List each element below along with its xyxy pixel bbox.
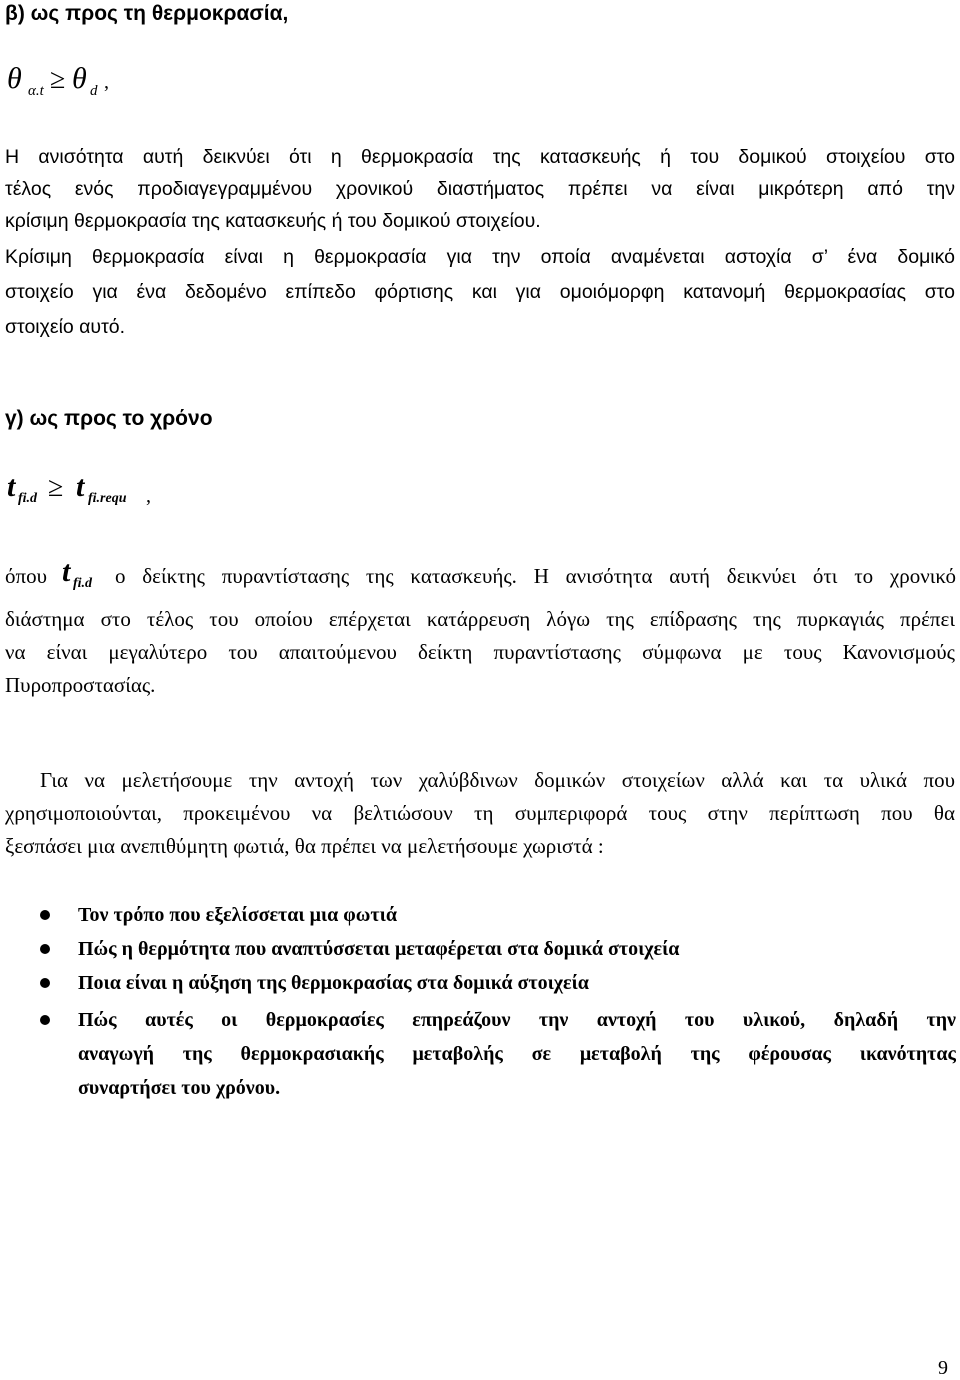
where-description: ο δείκτης πυραντίστασης της κατασκευής. Η ανισότητα αυτή δεικνύει ότι το χρονικό bbox=[115, 564, 956, 588]
formula-theta-rhs: θ bbox=[72, 62, 87, 95]
list-item-text: συναρτήσει του χρόνου. bbox=[78, 1077, 281, 1099]
formula-theta-rhs-subscript: d bbox=[90, 83, 98, 99]
paragraph-line: χρησιμοποιούνται, προκειμένου να βελτιώσουν τη συμπεριφορά τους στην περίπτωση που θα bbox=[5, 801, 955, 825]
list-item-text: αναγωγή της θερμοκρασιακής μεταβολής σε μεταβολή της φέρουσας ικανότητας bbox=[78, 1043, 956, 1065]
paragraph-line: να είναι μεγαλύτερο του απαιτούμενου δείκτη πυραντίστασης σύμφωνα με τους Κανονισμούς bbox=[5, 640, 955, 664]
paragraph-line: Για να μελετήσουμε την αντοχή των χαλύβδινων δομικών στοιχείων αλλά και τα υλικά που bbox=[40, 768, 955, 792]
paragraph-line: τέλος ενός προδιαγεγραμμένου χρονικού διαστήματος πρέπει να είναι μικρότερη από την bbox=[5, 178, 955, 200]
formula-comma: , bbox=[146, 485, 151, 507]
bullet-icon bbox=[40, 978, 50, 988]
paragraph-line: στοιχείο αυτό. bbox=[5, 316, 126, 338]
bullet-icon bbox=[40, 944, 50, 954]
list-item-text: Ποια είναι η αύξηση της θερμοκρασίας στα δομικά στοιχεία bbox=[78, 972, 589, 994]
formula-t-lhs: t bbox=[7, 470, 16, 503]
list-item-text: Τον τρόπο που εξελίσσεται μια φωτιά bbox=[78, 904, 397, 926]
formula-t-rhs-subscript: fi.requ bbox=[88, 491, 127, 506]
page-number: 9 bbox=[938, 1357, 948, 1379]
paragraph-line: Κρίσιμη θερμοκρασία είναι η θερμοκρασία για την οποία αναμένεται αστοχία σ’ ένα δομικό bbox=[5, 246, 955, 268]
where-prefix: όπου bbox=[5, 564, 47, 588]
paragraph-line: Η ανισότητα αυτή δεικνύει ότι η θερμοκρασία της κατασκευής ή του δομικού στοιχείου στο bbox=[5, 146, 955, 168]
where-t-subscript: fi.d bbox=[73, 576, 93, 591]
section-b-heading: β) ως προς τη θερμοκρασία, bbox=[5, 2, 289, 25]
formula-geq-symbol: ≥ bbox=[50, 64, 66, 95]
formula-t-lhs-subscript: fi.d bbox=[18, 491, 38, 506]
paragraph-line: διάστημα στο τέλος του οποίου επέρχεται κατάρρευση λόγω της επίδρασης της πυρκαγιάς πρέπει bbox=[5, 607, 955, 631]
bullet-icon bbox=[40, 910, 50, 920]
list-item-text: Πώς αυτές οι θερμοκρασίες επηρεάζουν την αντοχή του υλικού, δηλαδή την bbox=[78, 1009, 956, 1031]
bullet-icon bbox=[40, 1015, 50, 1025]
formula-theta-lhs: θ bbox=[7, 62, 22, 95]
list-item-text: Πώς η θερμότητα που αναπτύσσεται μεταφέρεται στα δομικά στοιχεία bbox=[78, 938, 680, 960]
paragraph-line: Πυροπροστασίας. bbox=[5, 673, 156, 697]
formula-t-rhs: t bbox=[76, 470, 85, 503]
where-t-symbol: t bbox=[62, 555, 71, 588]
formula-comma: , bbox=[104, 71, 109, 93]
formula-geq-symbol: ≥ bbox=[48, 472, 64, 503]
section-c-heading: γ) ως προς το χρόνο bbox=[5, 407, 213, 430]
paragraph-line: στοιχείο για ένα δεδομένο επίπεδο φόρτισης και για ομοιόμορφη κατανομή θερμοκρασίας στο bbox=[5, 281, 955, 303]
paragraph-line: κρίσιμη θερμοκρασία της κατασκευής ή του δομικού στοιχείου. bbox=[5, 210, 541, 232]
paragraph-line: ξεσπάσει μια ανεπιθύμητη φωτιά, θα πρέπει να μελετήσουμε χωριστά : bbox=[5, 834, 604, 858]
formula-theta-lhs-subscript: α.t bbox=[28, 83, 44, 99]
